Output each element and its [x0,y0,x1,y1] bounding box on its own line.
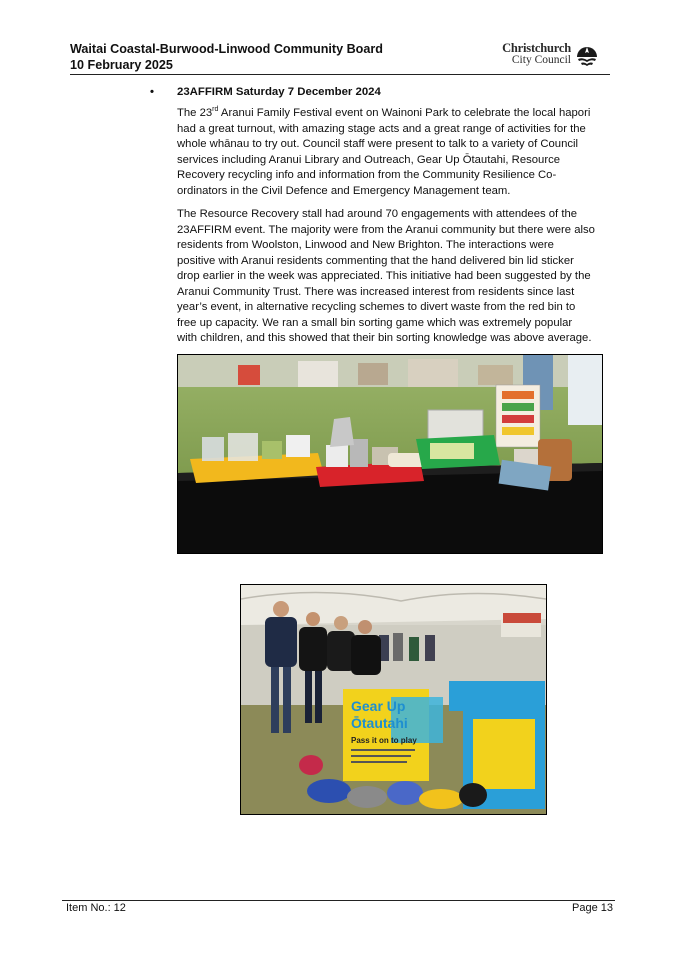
sign-pass-it-on: Pass it on to play [351,736,417,745]
paragraph-line: The 23rd Aranui Family Festival event on Wainoni Park to celebrate the local hapori [177,106,591,119]
photo-resource-recovery-stall [177,354,603,554]
meeting-date: 10 February 2025 [70,58,173,72]
page-number: Page 13 [572,902,613,914]
paragraph-line: 23AFFIRM event. The majority were from the Aranui community but there were also [177,223,595,236]
paragraph-line: drop earlier in the week was appreciated. This initiative had been suggested by the [177,270,591,282]
sign-otautahi: Ōtautahi [351,715,408,731]
item-number: Item No.: 12 [66,902,126,914]
board-name: Waitai Coastal-Burwood-Linwood Community Board [70,42,383,56]
paragraph-line: ordinators in the Civil Defence and Emergency Management team. [177,184,511,197]
paragraph-line: positive with Aranui residents commenting that the hand delivered bin lid sticker [177,254,574,267]
gear-up-photo-illustration [241,585,546,814]
paragraph-line: year’s event, in alternative recycling schemes to divert waste from the red bin to [177,301,576,313]
photo-gear-up-stall [240,584,547,815]
logo-line-1: Christchurch [502,41,571,55]
paragraph-festival [177,106,613,199]
paragraph-line: Aranui Community Trust. There was increased interest from residents since last [177,285,575,298]
paragraph-line: services including Aranui Library and Outreach, Gear Up Ōtautahi, Resource [177,153,561,166]
paragraph-line: free up capacity. We ran a small bin sorting game which was extremely popular [177,316,573,329]
header-divider [70,74,610,75]
heading-text: 23AFFIRM Saturday 7 December 2024 [177,86,381,98]
paragraph-line: residents from Woolston, Linwood and New Brighton. The interactions were [177,239,554,251]
stall-photo-illustration [178,355,602,553]
logo-line-2: City Council [511,54,571,66]
bullet-point: • [150,86,154,98]
paragraph-resource-recovery [177,207,613,347]
paragraph-line: whole whānau to try out. Council staff were present to talk to a variety of Council [177,138,579,150]
paragraph-line: had a great turnout, with amazing stage acts and a great range of activities for the [177,122,586,135]
paragraph-line: The Resource Recovery stall had around 70 engagements with attendees of the [177,208,578,220]
council-logo [497,42,601,66]
paragraph-line: Recovery recycling info and information from the Community Resilience Co- [177,169,557,181]
sign-gear-up: Gear Up [351,698,406,714]
council-emblem-icon [575,43,599,67]
footer-divider [62,900,615,901]
paragraph-line: with children, and this showed that their bin sorting knowledge was above average. [177,332,592,344]
